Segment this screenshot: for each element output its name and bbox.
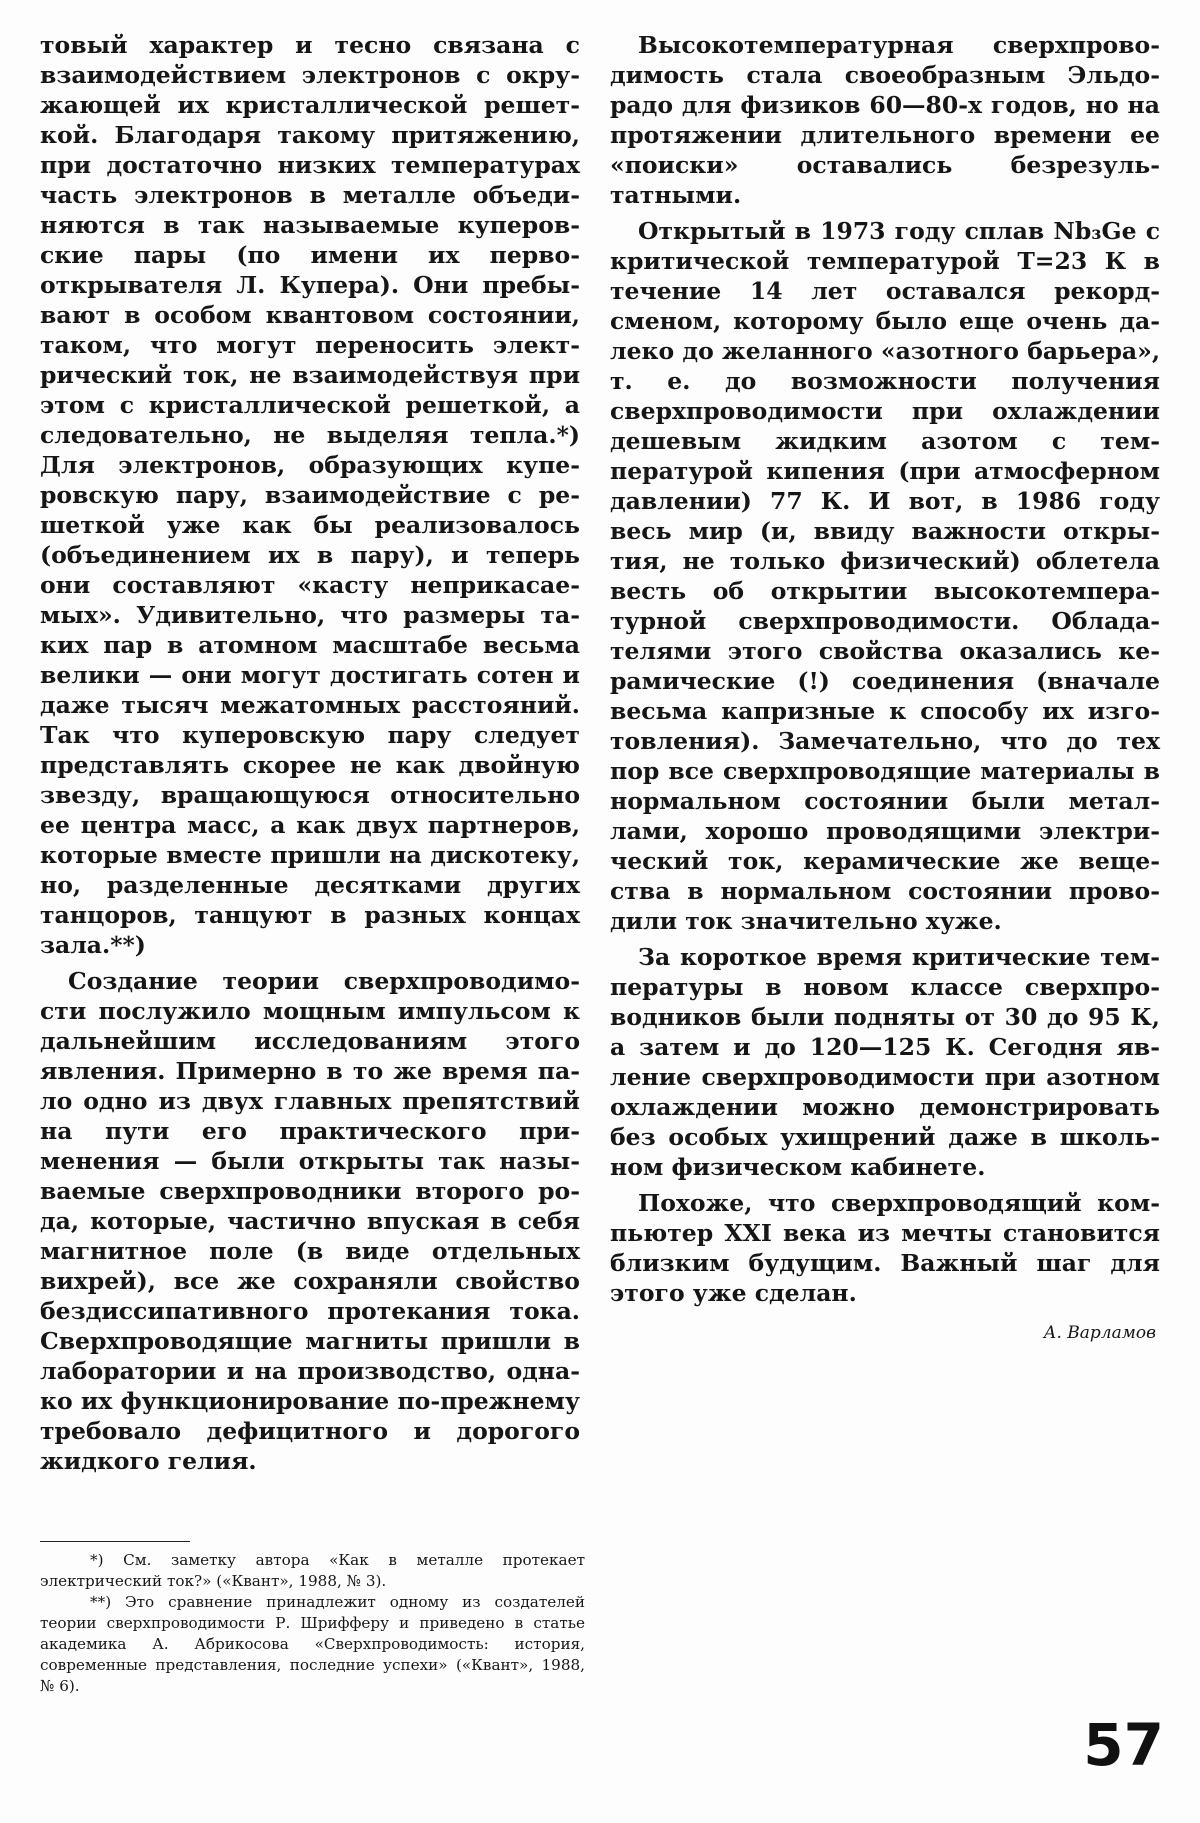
footnote-divider [40, 1541, 190, 1542]
footnote: *) См. заметку автора «Как в металле протекает электрический ток?» («Квант», 1988, № 3). [40, 1551, 585, 1590]
article-paragraph: Похоже, что сверхпроводящий компьютер XXI века из мечты становится близким будущим. Важный шаг для этого уже сделан. [610, 1189, 1160, 1307]
article-paragraph: Создание теории сверхпроводимости послужило мощным импульсом к дальнейшим исследованиям этого явления. Примерно в то же время пало одно из двух главных препятствий на пути его практического применения — были открыты так называемые сверхпроводники второго рода, которые, частично впуская в себя магнитное поле (в виде отдельных вихрей), все же сохраняли свойство бездиссипативного протекания тока. Сверхпроводящие магниты пришли в лаборатории и на производство, однако их функционирование по-прежнему требовало дефицитного и дорогого жидкого гелия. [40, 967, 580, 1475]
right-column [610, 30, 1160, 1348]
article-paragraph: За короткое время критические температуры в новом классе сверхпроводников были подняты от 30 до 95 К, а затем и до 120—125 К. Сегодня явление сверхпроводимости при азотном охлаждении можно демонстрировать без особых ухищрений даже в школьном физическом кабинете. [610, 943, 1160, 1181]
footnotes [40, 1550, 585, 1697]
article-paragraph: Высокотемпературная сверхпроводимость стала своеобразным Эльдорадо для физиков 60—80-х годов, но на протяжении длительного времени ее «поиски» оставались безрезультатными. [610, 31, 1160, 209]
article-paragraph: товый характер и тесно связана с взаимодействием электронов с окружающей их кристаллической решеткой. Благодаря такому притяжению, при достаточно низких температурах часть электронов в металле объединяются в так называемые куперовские пары (по имени их первооткрывателя Л. Купера). Они пребывают в особом квантовом состоянии, таком, что могут переносить электрический ток, не взаимодействуя при этом с кристаллической решеткой, а следовательно, не выделяя тепла.*) Для электронов, образующих куперовскую пару, взаимодействие с решеткой уже как бы реализовалось (объединением их в пару), и теперь они составляют «касту неприкасаемых». Удивительно, что размеры таких пар в атомном масштабе весьма велики — они могут достигать сотен и даже тысяч межатомных расстояний. Так что куперовскую пару следует представлять скорее не как двойную звезду, вращающуюся относительно ее центра масс, а как двух партнеров, которые вместе пришли на дискотеку, но, разделенные десятками других танцоров, танцуют в разных концах зала.**) [40, 31, 580, 959]
footnote: **) Это сравнение принадлежит одному из создателей теории сверхпроводимости Р. Шрифферу и приведено в статье академика А. Абрикосова «Сверхпроводимость: история, современные представления, последние успехи» («Квант», 1988, № 6). [40, 1593, 585, 1695]
author-signature: А. Варламов [1043, 1323, 1156, 1343]
page-number: 57 [1083, 1711, 1164, 1779]
left-column [40, 30, 580, 1482]
article-paragraph: Открытый в 1973 году сплав Nb₃Ge с критической температурой T=23 К в течение 14 лет оставался рекордсменом, которому было еще очень далеко до желанного «азотного барьера», т. е. до возможности получения сверхпроводимости при охлаждении дешевым жидким азотом с температурой кипения (при атмосферном давлении) 77 К. И вот, в 1986 году весь мир (и, ввиду важности открытия, не только физический) облетела весть об открытии высокотемпературной сверхпроводимости. Обладателями этого свойства оказались керамические (!) соединения (вначале весьма капризные к способу их изготовления). Замечательно, что до тех пор все сверхпроводящие материалы в нормальном состоянии были металлами, хорошо проводящими электрический ток, керамические же вещества в нормальном состоянии проводили ток значительно хуже. [610, 217, 1160, 935]
